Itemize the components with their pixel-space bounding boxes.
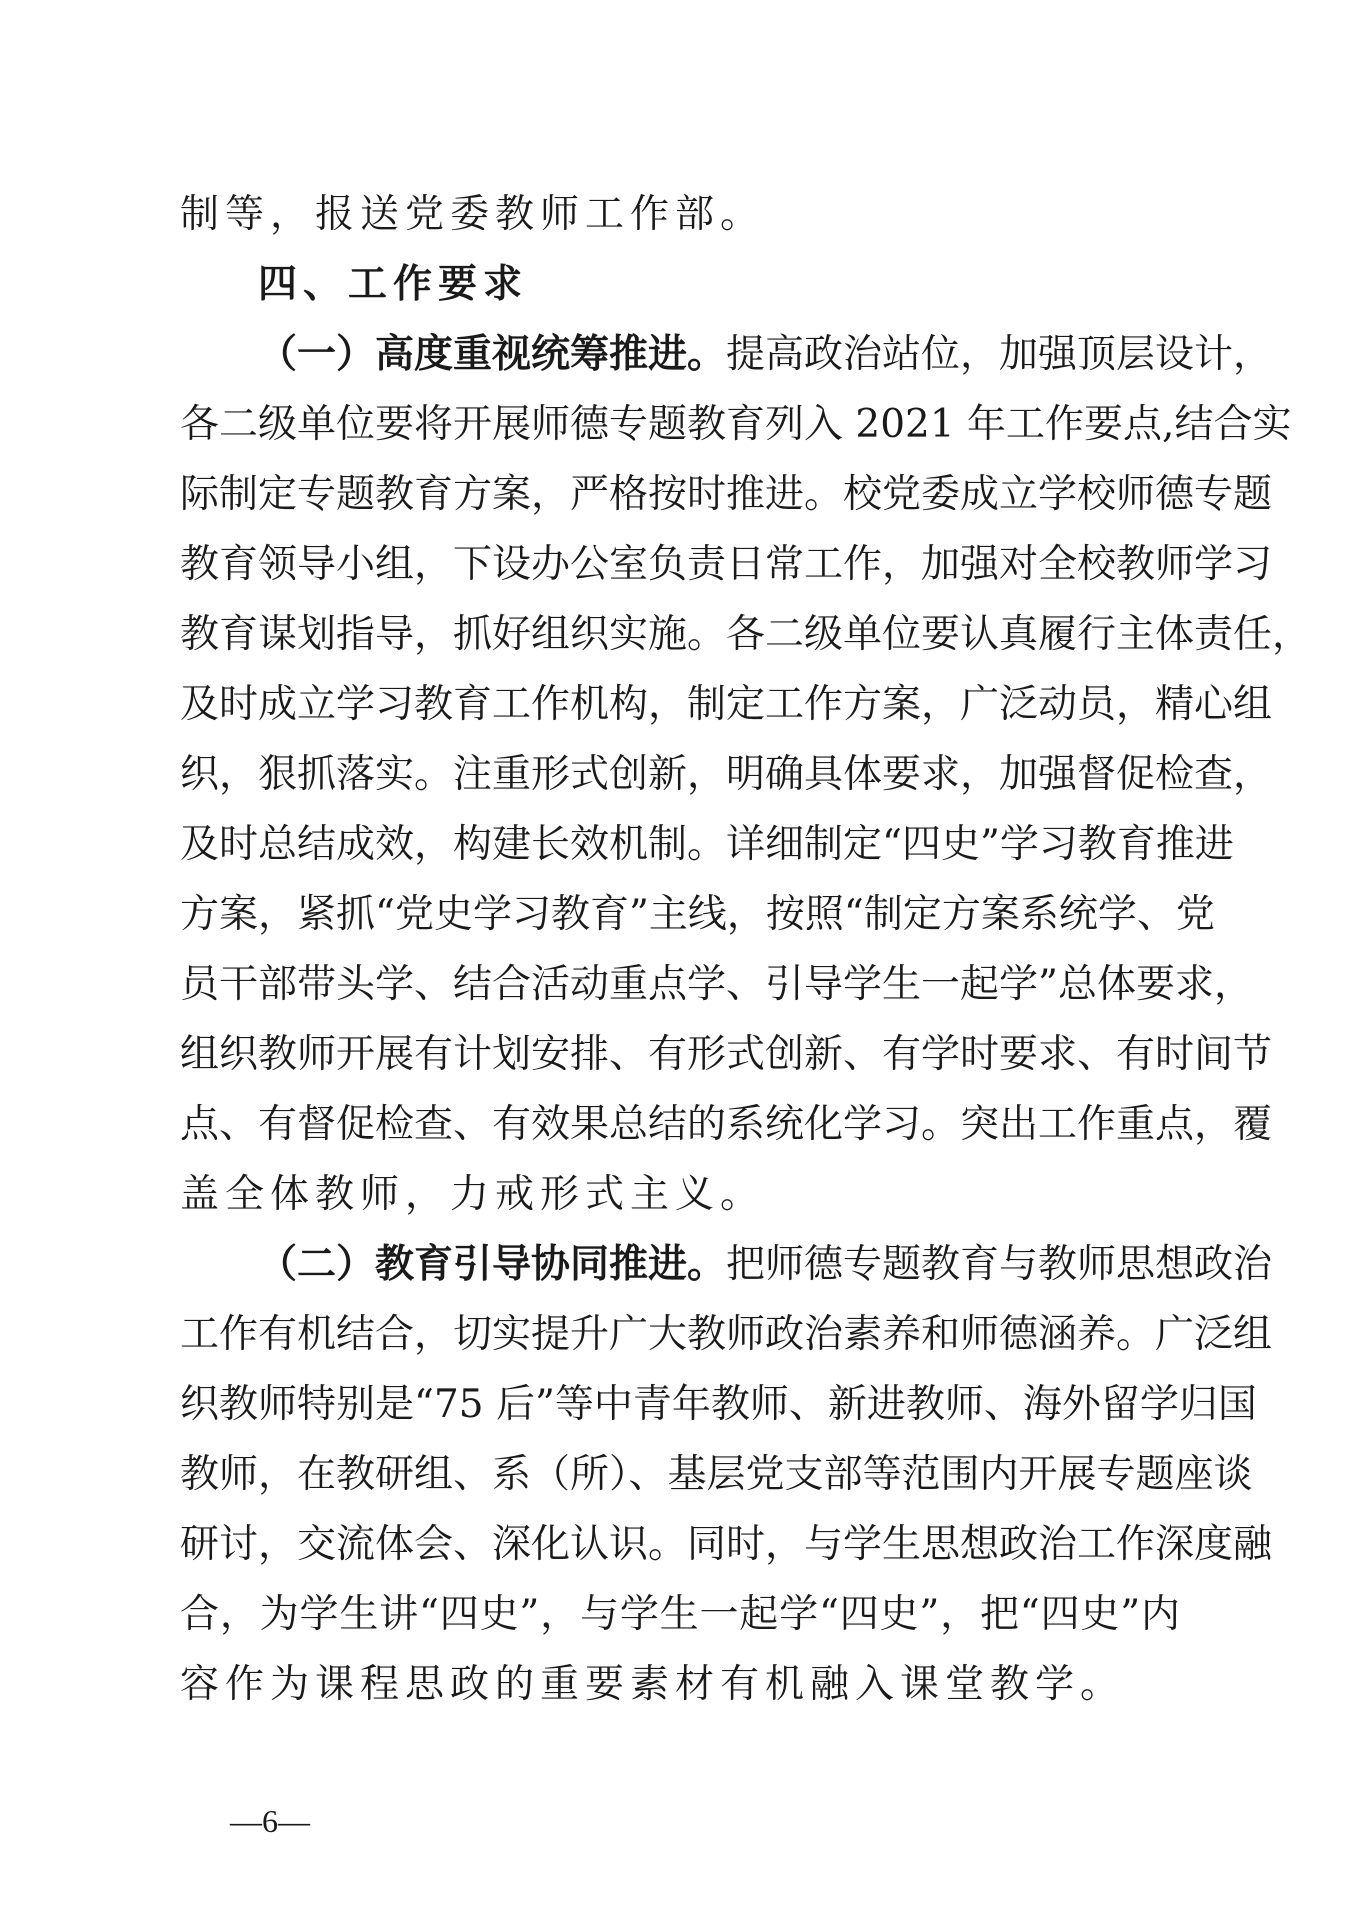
text-line xyxy=(180,892,1215,937)
text-line xyxy=(180,192,1180,237)
text-line xyxy=(180,1382,1257,1427)
line-text: 织，狠抓落实。注重形式创新，明确具体要求，加强督促检查， xyxy=(180,752,1273,797)
line-text: 各二级单位要将开展师德专题教育列入 2021 年工作要点,结合实 xyxy=(180,402,1292,447)
line-text: 教育谋划指导，抓好组织实施。各二级单位要认真履行主体责任， xyxy=(180,612,1312,657)
text-line xyxy=(180,542,1273,587)
line-text: 织教师特别是“75 后”等中青年教师、新进教师、海外留学归国 xyxy=(180,1382,1257,1427)
line-text: 研讨，交流体会、深化认识。同时，与学生思想政治工作深度融 xyxy=(180,1522,1273,1567)
section-heading-text: 四、工作要求 xyxy=(258,261,529,307)
line-text: 组织教师开展有计划安排、有形式创新、有学时要求、有时间节 xyxy=(180,1032,1273,1077)
line-text: 际制定专题教育方案，严格按时推进。校党委成立学校师德专题 xyxy=(180,472,1273,517)
line-text: 提高政治站位，加强顶层设计， xyxy=(726,332,1273,377)
text-line xyxy=(180,612,1312,657)
line-text: 盖全体教师，力戒形式主义。 xyxy=(180,1172,766,1217)
text-line xyxy=(180,752,1273,797)
text-line xyxy=(180,1032,1273,1077)
line-text: 容作为课程思政的重要素材有机融入课堂教学。 xyxy=(180,1662,1126,1707)
subsection-heading-2: （二）教育引导协同推进。 xyxy=(258,1241,727,1287)
line-text: 教师，在教研组、系（所）、基层党支部等范围内开展专题座谈 xyxy=(180,1452,1253,1497)
line-text: 及时总结成效，构建长效机制。详细制定“四史”学习教育推进 xyxy=(180,822,1234,867)
line-text: 及时成立学习教育工作机构，制定工作方案，广泛动员，精心组 xyxy=(180,682,1273,727)
text-line xyxy=(180,402,1292,447)
section-heading xyxy=(258,261,1180,307)
line-text: 点、有督促检查、有效果总结的系统化学习。突出工作重点，覆 xyxy=(180,1102,1273,1147)
line-text: 制等，报送党委教师工作部。 xyxy=(180,192,766,237)
line-text: 把师德专题教育与教师思想政治 xyxy=(726,1242,1273,1287)
text-line xyxy=(180,1522,1273,1567)
line-text: 教育领导小组，下设办公室负责日常工作，加强对全校教师学习 xyxy=(180,542,1273,587)
line-text: 员干部带头学、结合活动重点学、引导学生一起学”总体要求， xyxy=(180,962,1253,1007)
text-line xyxy=(180,1312,1273,1357)
text-line xyxy=(180,1172,1180,1217)
text-line xyxy=(180,962,1253,1007)
text-line xyxy=(258,1241,1273,1287)
text-line xyxy=(180,1592,1180,1637)
text-line xyxy=(180,682,1273,727)
text-line xyxy=(180,1662,1180,1707)
text-line xyxy=(258,331,1273,377)
line-text: 方案，紧抓“党史学习教育”主线，按照“制定方案系统学、党 xyxy=(180,892,1215,937)
text-line xyxy=(180,1102,1273,1147)
page-number: —6— xyxy=(230,1803,310,1839)
text-line xyxy=(180,472,1273,517)
subsection-heading-1: （一）高度重视统筹推进。 xyxy=(258,331,727,377)
text-line xyxy=(180,1452,1253,1497)
text-line xyxy=(180,822,1234,867)
line-text: 合，为学生讲“四史”，与学生一起学“四史”，把“四史”内 xyxy=(180,1592,1180,1637)
line-text: 工作有机结合，切实提升广大教师政治素养和师德涵养。广泛组 xyxy=(180,1312,1273,1357)
